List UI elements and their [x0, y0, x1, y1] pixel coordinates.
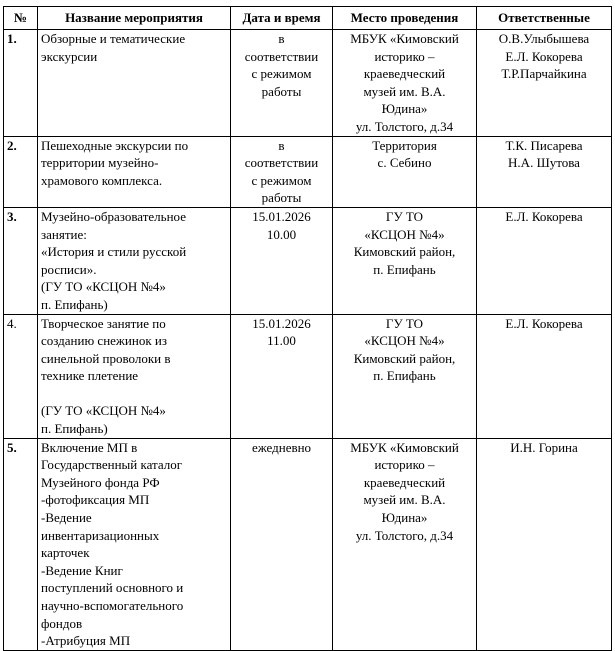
- event-name-cell-line: Пешеходные экскурсии по: [41, 137, 189, 153]
- date-time-cell-line: в: [278, 137, 285, 153]
- date-time-cell-line: соответствии: [244, 48, 319, 64]
- event-name-cell: [38, 207, 231, 314]
- event-name-cell-line: Обзорные и тематические: [41, 31, 186, 46]
- event-name-cell-line: -фотофиксация МП: [41, 492, 150, 508]
- venue-cell-line: Кимовский район,: [353, 350, 456, 366]
- responsible-cell-line: Е.Л. Кокорева: [505, 48, 583, 64]
- venue-cell-line: п. Епифань: [373, 368, 436, 384]
- event-name-cell-line: -Атрибуция МП: [41, 633, 131, 649]
- event-name-cell-line: «История и стили русской: [41, 244, 187, 260]
- venue-cell: [333, 136, 477, 207]
- table-row: [4, 136, 612, 207]
- responsible-cell-line: И.Н. Горина: [510, 439, 578, 455]
- venue-cell-line: ул. Толстого, д.34: [355, 118, 454, 134]
- event-name-cell-line: (ГУ ТО «КСЦОН №4»: [41, 279, 166, 295]
- event-name-cell-line: созданию снежинок из: [41, 333, 167, 349]
- event-name-cell-line: экскурсии: [41, 48, 98, 64]
- venue-cell-line: Юдина»: [381, 510, 428, 526]
- date-time-cell-line: работы: [261, 190, 302, 206]
- date-time-cell: [231, 314, 333, 438]
- date-time-cell-line: с режимом: [251, 66, 312, 82]
- responsible-cell-line: Е.Л. Кокорева: [505, 208, 583, 224]
- event-name-cell: [38, 314, 231, 438]
- venue-cell-line: с. Себино: [377, 155, 432, 171]
- venue-cell-line: историко –: [374, 48, 435, 64]
- event-name-cell-line: п. Епифань): [41, 296, 108, 312]
- event-name-cell-line: Творческое занятие по: [41, 315, 166, 331]
- events-table: [3, 6, 612, 651]
- event-name-cell-line: росписи».: [41, 261, 97, 277]
- row-number: 2.: [4, 136, 38, 207]
- event-name-cell-line: территории музейно-: [41, 155, 159, 171]
- venue-cell-line: историко –: [374, 457, 435, 473]
- header-date-time: Дата и время: [231, 7, 333, 30]
- date-time-cell: [231, 207, 333, 314]
- date-time-cell-line: 15.01.2026: [252, 208, 311, 224]
- venue-cell-line: музей им. В.А.: [363, 492, 446, 508]
- venue-cell-line: «КСЦОН №4»: [364, 226, 445, 242]
- table-row: [4, 207, 612, 314]
- event-name-cell-line: синельной проволоки в: [41, 350, 171, 366]
- date-time-cell-line: соответствии: [244, 155, 319, 171]
- responsible-cell: [477, 438, 612, 650]
- event-name-cell-line: карточек: [41, 545, 90, 561]
- venue-cell-line: музей им. В.А.: [363, 83, 446, 99]
- responsible-cell: [477, 207, 612, 314]
- venue-cell-line: ГУ ТО: [385, 315, 424, 331]
- event-name-cell: [38, 136, 231, 207]
- event-name-cell-line: технике плетение: [41, 368, 139, 384]
- header-venue: Место проведения: [333, 7, 477, 30]
- venue-cell-line: Территория: [372, 137, 437, 153]
- event-name-cell-line: Включение МП в: [41, 439, 138, 455]
- venue-cell-line: МБУК «Кимовский: [350, 439, 459, 455]
- responsible-cell: [477, 136, 612, 207]
- date-time-cell: [231, 136, 333, 207]
- responsible-cell-line: Н.А. Шутова: [508, 155, 580, 171]
- row-number: 1.: [4, 30, 38, 137]
- venue-cell-line: Кимовский район,: [353, 244, 456, 260]
- venue-cell-line: краеведческий: [363, 66, 446, 82]
- responsible-cell-line: Е.Л. Кокорева: [505, 315, 583, 331]
- header-responsible: Ответственные: [477, 7, 612, 30]
- header-number: №: [4, 7, 38, 30]
- row-number: 4.: [4, 314, 38, 438]
- row-number: 3.: [4, 207, 38, 314]
- event-name-cell-line: (ГУ ТО «КСЦОН №4»: [41, 403, 166, 419]
- date-time-cell-line: с режимом: [251, 172, 312, 188]
- event-name-cell-line: занятие:: [41, 226, 87, 242]
- header-row: [4, 7, 612, 30]
- event-name-cell-line: фондов: [41, 615, 83, 631]
- venue-cell: [333, 207, 477, 314]
- venue-cell-line: МБУК «Кимовский: [350, 31, 459, 46]
- date-time-cell-line: работы: [261, 83, 302, 99]
- date-time-cell: [231, 30, 333, 137]
- venue-cell: [333, 438, 477, 650]
- event-name-cell: [38, 438, 231, 650]
- date-time-cell-line: ежедневно: [251, 439, 312, 455]
- responsible-cell: [477, 314, 612, 438]
- event-name-cell-line: п. Епифань): [41, 421, 108, 437]
- event-name-cell-line: инвентаризационных: [41, 527, 160, 543]
- header-event-name: Название мероприятия: [38, 7, 231, 30]
- event-name-cell-line: Государственный каталог: [41, 457, 183, 473]
- responsible-cell: [477, 30, 612, 137]
- table-row: [4, 30, 612, 137]
- event-name-cell-line: Музейно-образовательное: [41, 208, 186, 224]
- responsible-cell-line: Т.К. Писарева: [505, 137, 583, 153]
- row-number: 5.: [4, 438, 38, 650]
- event-name-cell-line: -Ведение Книг: [41, 562, 123, 578]
- venue-cell-line: ул. Толстого, д.34: [355, 527, 454, 543]
- venue-cell-line: Юдина»: [381, 101, 428, 117]
- table-row: [4, 438, 612, 650]
- date-time-cell-line: в: [278, 31, 285, 46]
- date-time-cell: [231, 438, 333, 650]
- event-name-cell-line: поступлений основного и: [41, 580, 184, 596]
- venue-cell-line: краеведческий: [363, 474, 446, 490]
- event-name-cell-line: -Ведение: [41, 510, 92, 526]
- event-name-cell-line: Музейного фонда РФ: [41, 474, 160, 490]
- table-row: [4, 314, 612, 438]
- event-name-cell-line: научно-вспомогательного: [41, 598, 184, 613]
- date-time-cell-line: 10.00: [266, 226, 297, 242]
- venue-cell: [333, 30, 477, 137]
- venue-cell-line: п. Епифань: [373, 261, 436, 277]
- blank-line: [41, 385, 227, 403]
- responsible-cell-line: О.В.Улыбышева: [498, 31, 590, 46]
- responsible-cell-line: Т.Р.Парчайкина: [501, 66, 587, 82]
- venue-cell-line: «КСЦОН №4»: [364, 333, 445, 349]
- date-time-cell-line: 11.00: [267, 333, 296, 349]
- venue-cell: [333, 314, 477, 438]
- event-name-cell: [38, 30, 231, 137]
- event-name-cell-line: храмового комплекса.: [41, 172, 163, 188]
- table-body: [4, 30, 612, 651]
- venue-cell-line: ГУ ТО: [385, 208, 424, 224]
- date-time-cell-line: 15.01.2026: [252, 315, 311, 331]
